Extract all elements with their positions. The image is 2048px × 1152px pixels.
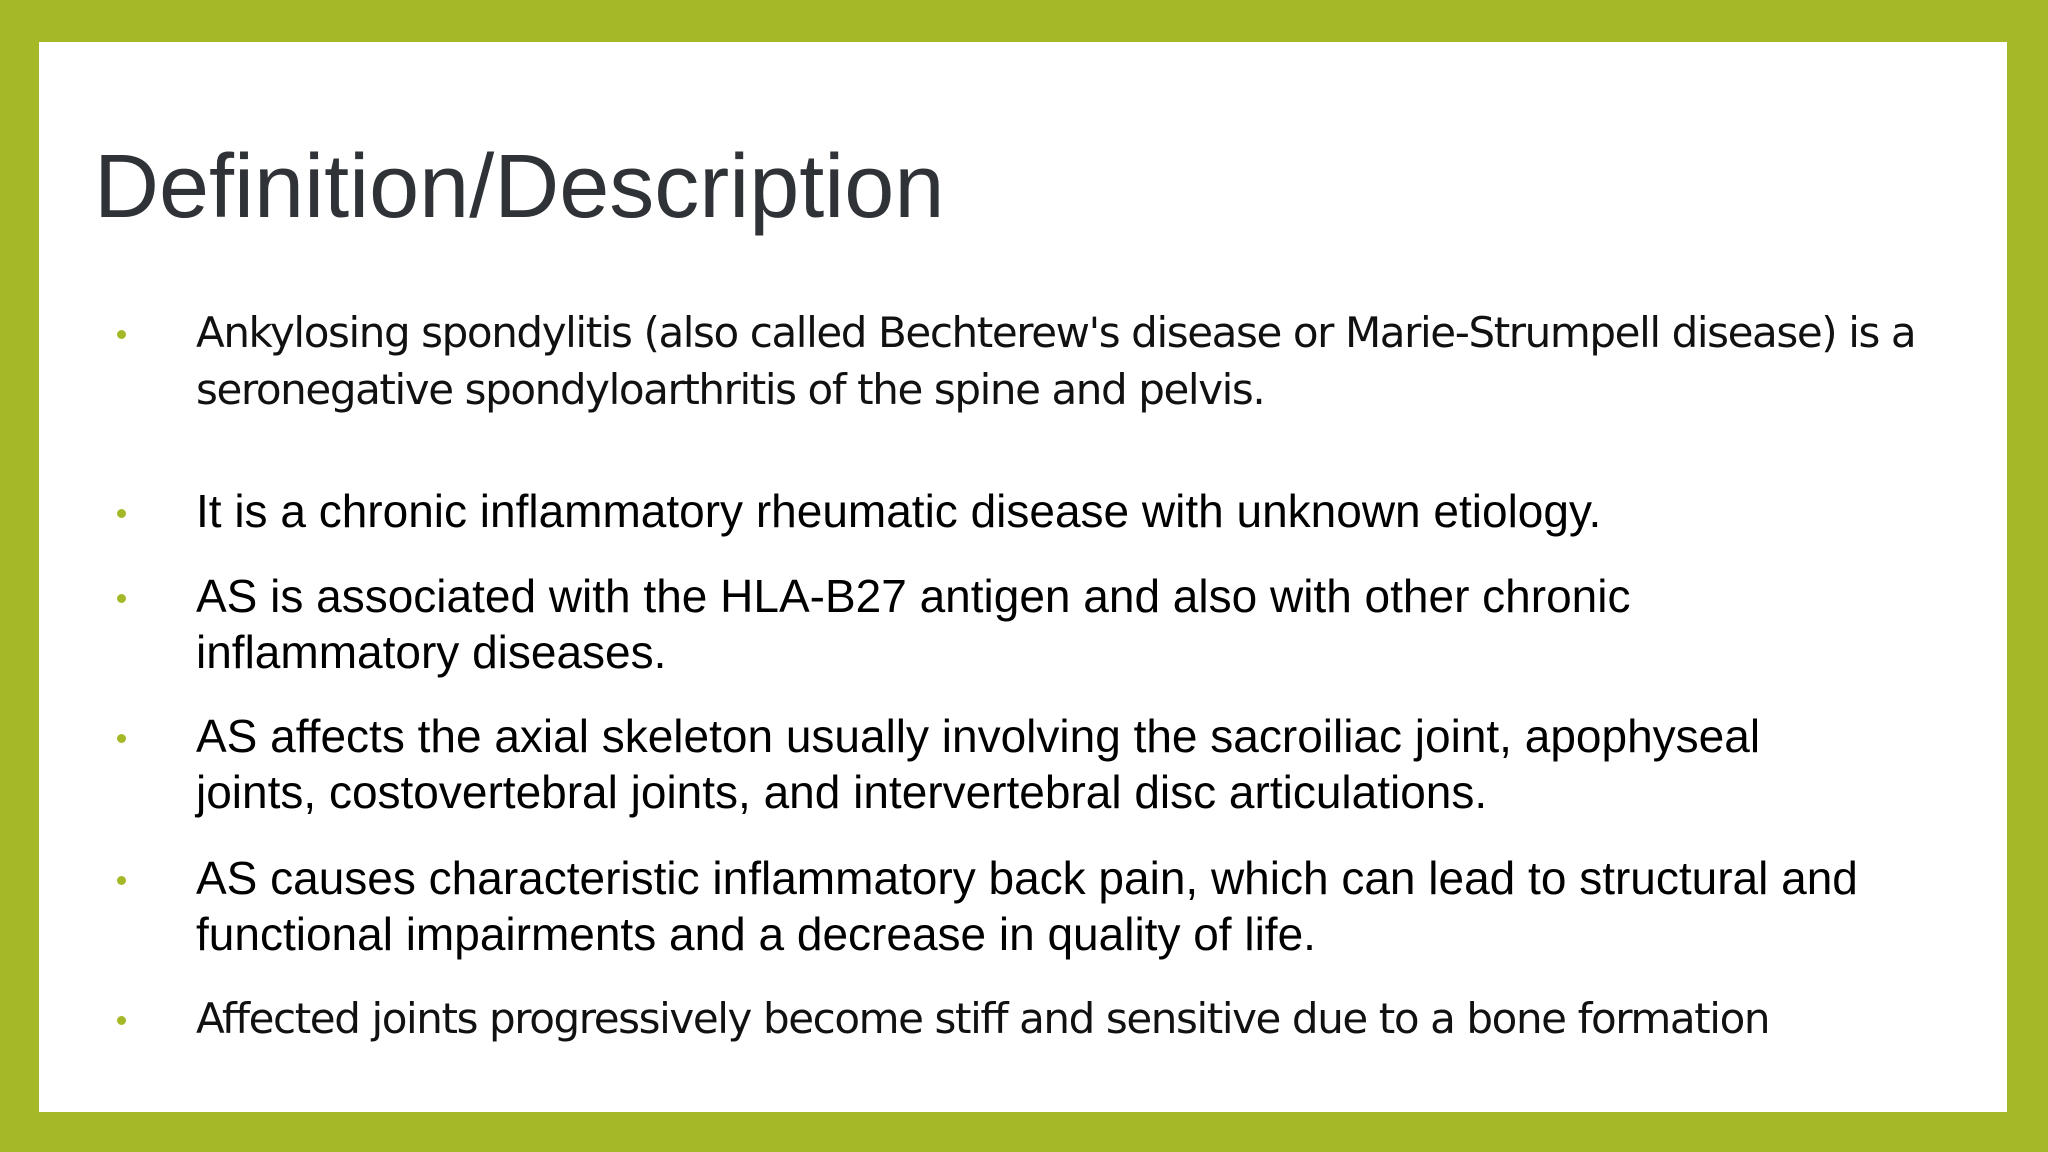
bullet-text: AS causes characteristic inflammatory back pain, which can lead to structural and functional impairments and a decrease in quality of life. — [196, 852, 1858, 960]
slide-title: Definition/Description — [94, 137, 945, 237]
bullet-text: Ankylosing spondylitis (also called Bechterew's disease or Marie-Strumpell disease) is a seronegative spondyloarthritis of the spine and pelvis. — [196, 308, 1916, 414]
bullet-dot-icon — [117, 594, 126, 603]
slide-content — [39, 42, 2007, 1112]
bullet-text: AS affects the axial skeleton usually involving the sacroiliac joint, apophyseal joints, costovertebral joints, and intervertebral disc articulations. — [196, 710, 1761, 818]
bullet-dot-icon — [117, 330, 126, 339]
bullet-dot-icon — [117, 1016, 126, 1025]
bullet-dot-icon — [117, 876, 126, 885]
bullet-dot-icon — [117, 509, 126, 518]
bullet-text: AS is associated with the HLA-B27 antigen and also with other chronic inflammatory diseases. — [196, 570, 1631, 678]
bullet-text: Affected joints progressively become stiff and sensitive due to a bone formation — [196, 994, 1770, 1043]
bullet-dot-icon — [117, 734, 126, 743]
bullet-text: It is a chronic inflammatory rheumatic disease with unknown etiology. — [196, 485, 1602, 537]
